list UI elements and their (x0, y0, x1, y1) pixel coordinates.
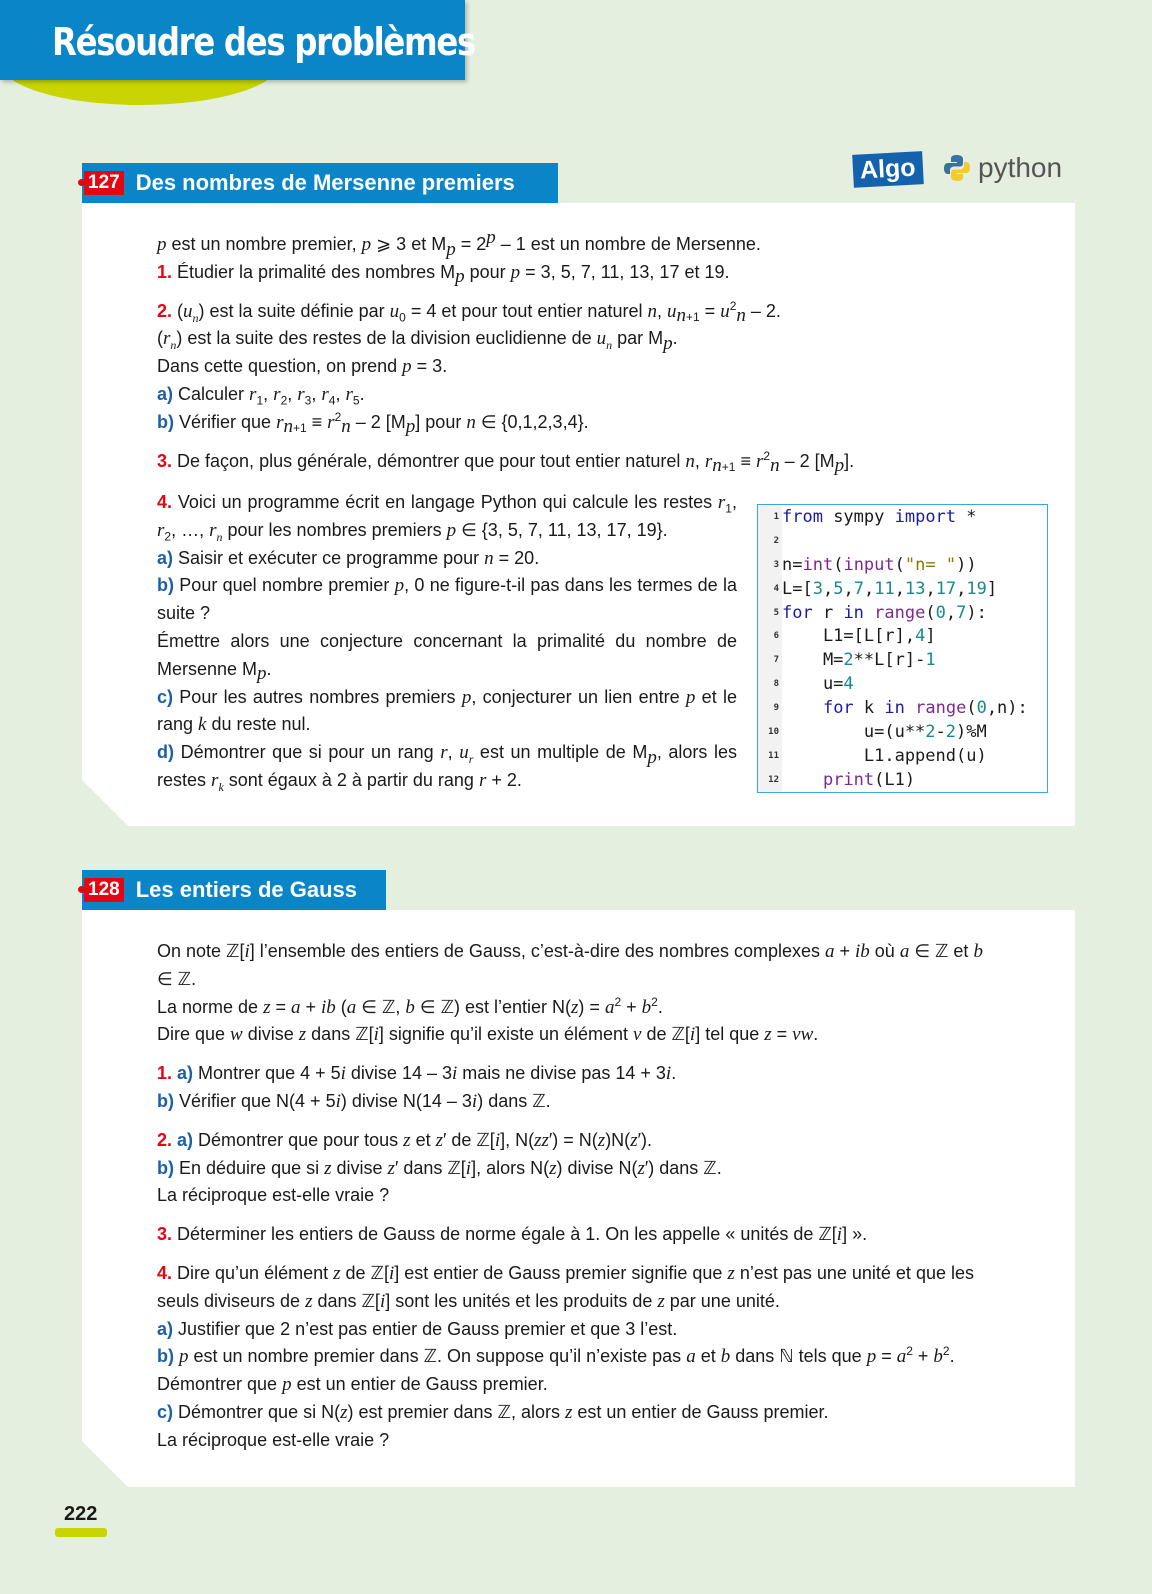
python-icon (942, 153, 972, 183)
code-line (758, 601, 1047, 625)
code-line (758, 768, 1047, 792)
question-4a: a) Justifier que 2 n’est pas entier de Gauss premier et que 3 l’est. (157, 1318, 678, 1339)
question-4a: a) Saisir et exécuter ce programme pour n = 20. (157, 547, 540, 569)
code-line (758, 577, 1047, 601)
line-number: 8 (758, 672, 782, 696)
code-line (758, 624, 1047, 648)
question-4d: d) Démontrer que si pour un rang r, $u_r$ est un multiple de $M_p$, alors les restes $r_k$ sont égaux à 2 à partir du rang r + 2. (157, 742, 738, 794)
exercise-128-body (157, 938, 1002, 1455)
code-line (758, 744, 1047, 768)
question-2-line: $(r_n)$ est la suite des restes de la division euclidienne de $u_n$ par $M_p$. (157, 328, 678, 354)
question-4c: c) Démontrer que si N(z) est premier dans ℤ, alors z est un entier de Gauss premier. (157, 1401, 829, 1423)
code-line (758, 648, 1047, 672)
line-number: 1 (758, 505, 782, 529)
line-number: 7 (758, 648, 782, 672)
code-text: from sympy import * (782, 506, 977, 527)
question-2-line: Dans cette question, on prend p = 3. (157, 356, 448, 378)
statement-line: La norme de z = a + ib (a ∈ ℤ, b ∈ ℤ) est l’entier $N(z) = a^2 + b^2$. (157, 994, 663, 1018)
exercise-title: Des nombres de Mersenne premiers (135, 170, 515, 195)
code-text: u=(u**2-2)%M (782, 721, 987, 742)
exercise-127-header (82, 163, 558, 203)
section-banner (0, 0, 475, 80)
algo-badge: Algo (852, 151, 923, 188)
exercise-number: 127 (84, 171, 124, 195)
question-4b: b) p est un nombre premier dans ℤ. On suppose qu’il n’existe pas a et b dans ℕ tels que $p = a^2 + b^2$. (157, 1344, 955, 1368)
code-line (758, 720, 1047, 744)
code-text: L1.append(u) (782, 745, 987, 766)
code-line (758, 505, 1047, 529)
question-4c-line: La réciproque est-elle vraie ? (157, 1429, 390, 1450)
question-2b: b) En déduire que si z divise z′ dans ℤ[i], alors N(z) divise N(z′) dans ℤ. (157, 1157, 722, 1179)
line-number: 2 (758, 529, 782, 553)
statement-line: On note ℤ[i] l’ensemble des entiers de Gauss, c’est-à-dire des nombres complexes a + ib où a ∈ ℤ et b ∈ ℤ. (157, 941, 983, 989)
question-4c: c) Pour les autres nombres premiers p, conjecturer un lien entre p et le rang k du reste nul. (157, 686, 737, 736)
exercise-127-q1-q3 (157, 227, 1027, 477)
page-number: 222 (64, 1503, 98, 1525)
code-text: for r in range(0,7): (782, 602, 987, 623)
code-line (758, 696, 1047, 720)
code-text: u=4 (782, 674, 854, 695)
question-4b-line: Émettre alors une conjecture concernant la primalité du nombre de Mersenne $M_p$. (157, 630, 737, 685)
code-text: M=2**L[r]-1 (782, 650, 936, 671)
question-1a: 1. a) Montrer que 4 + 5i divise 14 – 3i mais ne divise pas 14 + 3i. (157, 1063, 677, 1085)
line-number: 6 (758, 624, 782, 648)
code-text: n=int(input("n= ")) (782, 554, 977, 575)
line-number: 12 (758, 768, 782, 792)
question-2a: 2. a) Démontrer que pour tous z et z′ de ℤ[i], N(zz′) = N(z)N(z′). (157, 1129, 652, 1151)
code-text: L1=[L[r],4] (782, 626, 936, 647)
question-1b: b) Vérifier que N(4 + 5i) divise N(14 – 3i) dans ℤ. (157, 1090, 551, 1112)
code-line (758, 672, 1047, 696)
line-number: 5 (758, 601, 782, 625)
code-text: for k in range(0,n): (822, 698, 1028, 719)
line-number: 9 (758, 696, 782, 720)
page-number-underline (55, 1528, 107, 1537)
exercise-number: 128 (84, 878, 124, 902)
question-4b: b) Pour quel nombre premier p, 0 ne figure-t-il pas dans les termes de la suite ? (157, 575, 737, 624)
question-4b-line: Démontrer que p est un entier de Gauss premier. (157, 1374, 548, 1396)
statement-line: Dire que w divise z dans ℤ[i] signifie qu’il existe un élément v de ℤ[i] tel que z = vw. (157, 1024, 819, 1046)
line-number: 3 (758, 553, 782, 577)
python-code-block (757, 504, 1048, 793)
question-4: 4. Dire qu’un élément z de ℤ[i] est entier de Gauss premier signifie que z n’est pas une unité et que les seuls diviseurs de z dans ℤ[i] sont les unités et les produits de z par une unité. (157, 1262, 974, 1312)
code-text: print(L1) (822, 769, 916, 790)
line-number: 11 (758, 744, 782, 768)
code-line (758, 529, 1047, 553)
exercise-title: Les entiers de Gauss (135, 877, 358, 902)
exercise-127-q4 (157, 489, 737, 795)
question-2-line: La réciproque est-elle vraie ? (157, 1185, 390, 1206)
python-label: python (978, 152, 1063, 183)
exercise-128-header (82, 870, 386, 910)
question-1: 1. Étudier la primalité des nombres $M_p$ pour p = 3, 5, 7, 11, 13, 17 et 19. (157, 261, 730, 288)
question-2b: b) Vérifier que $r_{n+1} \equiv r^2_n - 2$ $[M_p]$ pour n ∈ {0,1,2,3,4}. (157, 409, 589, 438)
section-title: Résoudre des problèmes (52, 20, 475, 64)
question-3: 3. De façon, plus générale, démontrer que pour tout entier naturel n, $r_{n+1} \equiv r^2_n - 2$ $[M_p]$. (157, 448, 855, 477)
line-number: 4 (758, 577, 782, 601)
statement-line: p est un nombre premier, p ⩾ 3 et $M_p = 2^p - 1$ est un nombre de Mersenne. (157, 227, 761, 260)
question-2: 2. $(u_n)$ est la suite définie par $u_0 = 4$ et pour tout entier naturel n, $u_{n+1} = u^2_n - 2$. (157, 298, 781, 327)
question-3: 3. Déterminer les entiers de Gauss de norme égale à 1. On les appelle « unités de ℤ[i] ». (157, 1224, 868, 1246)
line-number: 10 (758, 720, 782, 744)
code-text: L=[3,5,7,11,13,17,19] (782, 578, 998, 599)
question-4: 4. Voici un programme écrit en langage Python qui calcule les restes $r_1$, $r_2$, …, $r_n$ pour les nombres premiers p ∈ {3, 5, 7, 11, 13, 17, 19}. (157, 492, 737, 544)
python-logo (942, 152, 1062, 184)
code-line (758, 553, 1047, 577)
question-2a: a) Calculer $r_1$, $r_2$, $r_3$, $r_4$, $r_5$. (157, 383, 365, 408)
